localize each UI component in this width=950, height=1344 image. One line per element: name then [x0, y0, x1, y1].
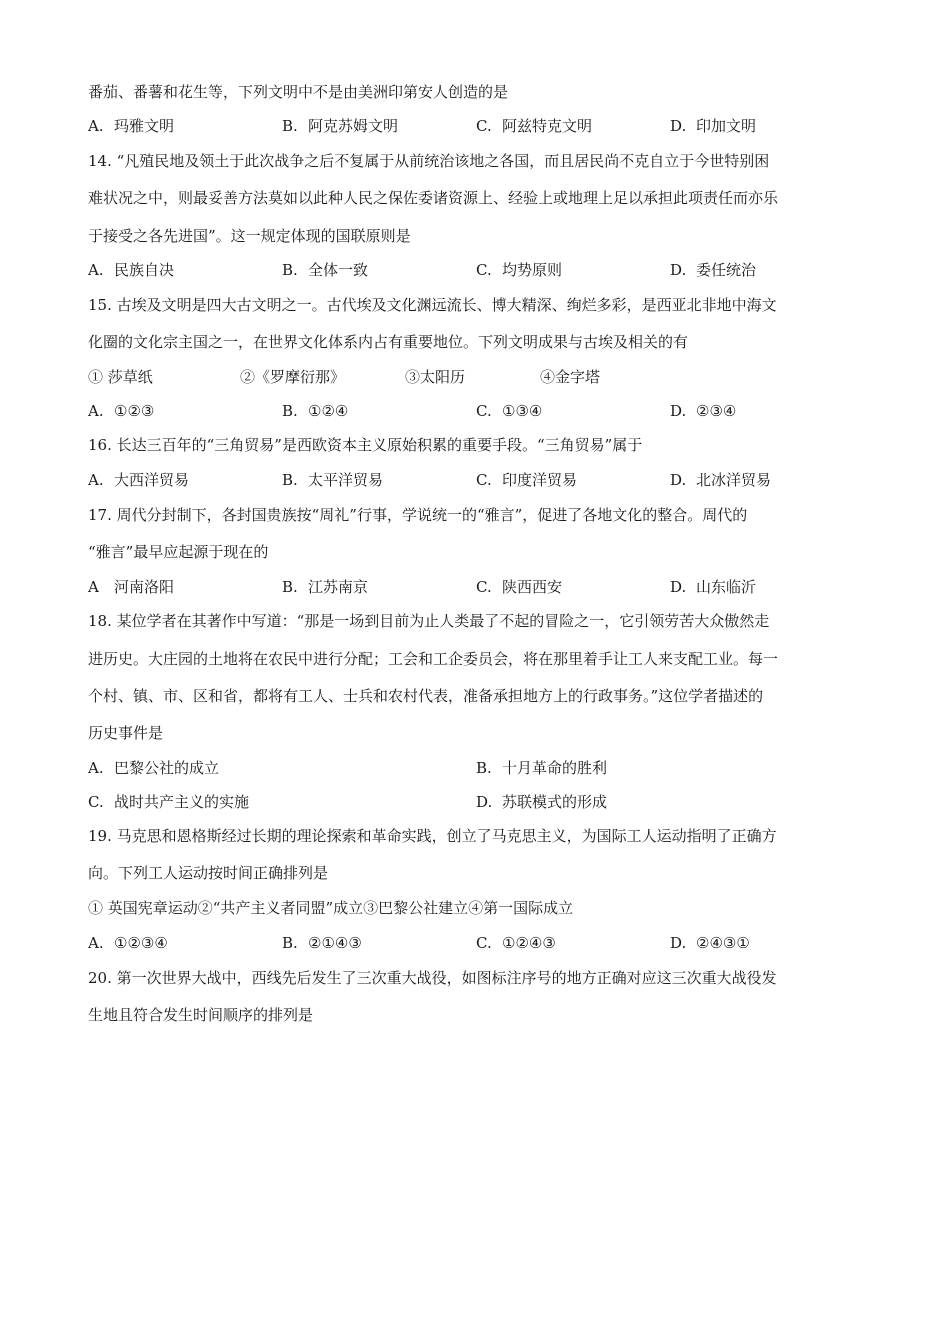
option-text: 印加文明	[696, 117, 757, 135]
question-13-stem-tail: 番茄、番薯和花生等，下列文明中不是由美洲印第安人创造的是	[88, 83, 509, 101]
option-text: ①②③	[114, 402, 155, 420]
q14-option-a	[88, 260, 174, 280]
option-label: B.	[476, 759, 492, 777]
option-text: 均势原则	[502, 261, 563, 279]
option-label: D.	[670, 402, 687, 420]
option-label: A.	[88, 402, 104, 420]
q16-stem-line-1: 16. 长达三百年的“三角贸易”是西欧资本主义原始积累的重要手段。“三角贸易”属于	[88, 436, 643, 454]
q17-option-c	[476, 577, 562, 597]
option-text: 江苏南京	[308, 578, 369, 596]
option-label: C.	[476, 117, 492, 135]
option-text: ①③④	[502, 402, 543, 420]
q15-stem-line-1: 15. 古埃及文明是四大古文明之一。古代埃及文化渊远流长、博大精深、绚烂多彩，是西亚北非地中海文	[88, 296, 777, 314]
option-text: 十月革命的胜利	[502, 759, 608, 777]
q17-option-a	[88, 577, 174, 597]
q19-stem-line-1: 19. 马克思和恩格斯经过长期的理论探索和革命实践，创立了马克思主义，为国际工人运动指明了正确方	[88, 827, 777, 845]
option-text: 阿克苏姆文明	[308, 117, 399, 135]
q15-option-d	[670, 401, 736, 421]
q16-option-a	[88, 470, 189, 490]
option-text: 山东临沂	[696, 578, 757, 596]
option-text: 太平洋贸易	[308, 471, 384, 489]
option-label: A.	[88, 261, 104, 279]
q18-option-c	[88, 792, 249, 812]
q14-stem-line-3: 于接受之各先进国”。这一规定体现的国联原则是	[88, 227, 411, 245]
q16-option-d	[670, 470, 771, 490]
option-label: D.	[670, 261, 687, 279]
option-text: ②④③①	[696, 934, 750, 952]
q16-option-b	[282, 470, 383, 490]
q17-option-b	[282, 577, 368, 597]
option-label: A.	[88, 117, 104, 135]
option-label: D.	[670, 578, 687, 596]
option-label: C.	[88, 793, 104, 811]
option-label: D.	[670, 117, 687, 135]
q18-option-b	[476, 758, 607, 778]
option-text: 战时共产主义的实施	[114, 793, 250, 811]
option-label: B.	[282, 471, 298, 489]
q13-option-a	[88, 116, 174, 136]
q15-item-2: ②《罗摩衍那》	[240, 368, 346, 386]
option-text: 陕西西安	[502, 578, 563, 596]
option-text: 玛雅文明	[114, 117, 175, 135]
q15-option-c	[476, 401, 542, 421]
q15-item-1: ① 莎草纸	[88, 368, 153, 386]
option-label: A.	[88, 934, 104, 952]
option-text: ①②④③	[502, 934, 556, 952]
q19-option-b	[282, 933, 362, 953]
option-label: C.	[476, 578, 492, 596]
option-label: C.	[476, 402, 492, 420]
option-text: ①②③④	[114, 934, 168, 952]
q15-item-3: ③太阳历	[405, 368, 466, 386]
option-label: D.	[476, 793, 493, 811]
q17-option-d	[670, 577, 756, 597]
q14-option-b	[282, 260, 368, 280]
option-text: ②③④	[696, 402, 737, 420]
option-label: B.	[282, 261, 298, 279]
q13-option-c	[476, 116, 592, 136]
option-text: 印度洋贸易	[502, 471, 578, 489]
option-label: B.	[282, 117, 298, 135]
q14-option-c	[476, 260, 562, 280]
q13-option-d	[670, 116, 756, 136]
option-text: 北冰洋贸易	[696, 471, 772, 489]
q18-option-a	[88, 758, 219, 778]
q17-stem-line-1: 17. 周代分封制下，各封国贵族按“周礼”行事，学说统一的“雅言”，促进了各地文化的整合。周代的	[88, 506, 748, 524]
q18-stem-line-2: 进历史。大庄园的土地将在农民中进行分配；工会和工企委员会，将在那里着手让工人来支配工业。每一	[88, 650, 779, 668]
option-label: C.	[476, 471, 492, 489]
option-text: 苏联模式的形成	[502, 793, 608, 811]
q15-option-b	[282, 401, 348, 421]
q17-stem-line-2: “雅言”最早应起源于现在的	[88, 543, 269, 561]
option-text: 全体一致	[308, 261, 369, 279]
q16-option-c	[476, 470, 577, 490]
option-label: C.	[476, 261, 492, 279]
option-text: 阿兹特克文明	[502, 117, 593, 135]
q14-option-d	[670, 260, 756, 280]
q18-stem-line-4: 历史事件是	[88, 724, 164, 742]
q15-item-4: ④金字塔	[540, 368, 601, 386]
q18-option-d	[476, 792, 607, 812]
option-label: A.	[88, 759, 104, 777]
q20-stem-line-1: 20. 第一次世界大战中，西线先后发生了三次重大战役，如图标注序号的地方正确对应这三次重大战役发	[88, 969, 777, 987]
q15-stem-line-2: 化圈的文化宗主国之一，在世界文化体系内占有重要地位。下列文明成果与古埃及相关的有	[88, 333, 689, 351]
q14-stem-line-2: 难状况之中，则最妥善方法莫如以此种人民之保佐委诸资源上、经验上或地理上足以承担此项责任而亦乐	[88, 189, 779, 207]
option-label: B.	[282, 402, 298, 420]
option-label: B.	[282, 934, 298, 952]
option-text: 民族自决	[114, 261, 175, 279]
option-text: 巴黎公社的成立	[114, 759, 220, 777]
option-label: A.	[88, 471, 104, 489]
option-text: ②①④③	[308, 934, 362, 952]
option-label: D.	[670, 471, 687, 489]
q19-stem-line-2: 向。下列工人运动按时间正确排列是	[88, 864, 329, 882]
option-text: 河南洛阳	[114, 578, 175, 596]
q19-option-d	[670, 933, 750, 953]
option-text: 大西洋贸易	[114, 471, 190, 489]
q20-stem-line-2: 生地且符合发生时间顺序的排列是	[88, 1006, 314, 1024]
option-text: ①②④	[308, 402, 349, 420]
option-label: C.	[476, 934, 492, 952]
q19-option-a	[88, 933, 168, 953]
q13-option-b	[282, 116, 398, 136]
q19-option-c	[476, 933, 556, 953]
q18-stem-line-1: 18. 某位学者在其著作中写道：“那是一场到目前为止人类最了不起的冒险之一，它引领劳苦大众傲然走	[88, 612, 770, 630]
q18-stem-line-3: 个村、镇、市、区和省，都将有工人、士兵和农村代表，准备承担地方上的行政事务。”这位学者描述的	[88, 687, 764, 705]
option-text: 委任统治	[696, 261, 757, 279]
q14-stem-line-1: 14. “凡殖民地及领土于此次战争之后不复属于从前统治该地之各国，而且居民尚不克自立于今世特别困	[88, 152, 770, 170]
q15-option-a	[88, 401, 154, 421]
option-label: A	[88, 578, 99, 596]
q19-stem-line-3: ① 英国宪章运动②“共产主义者同盟”成立③巴黎公社建立④第一国际成立	[88, 899, 574, 917]
option-label: D.	[670, 934, 687, 952]
option-label: B.	[282, 578, 298, 596]
